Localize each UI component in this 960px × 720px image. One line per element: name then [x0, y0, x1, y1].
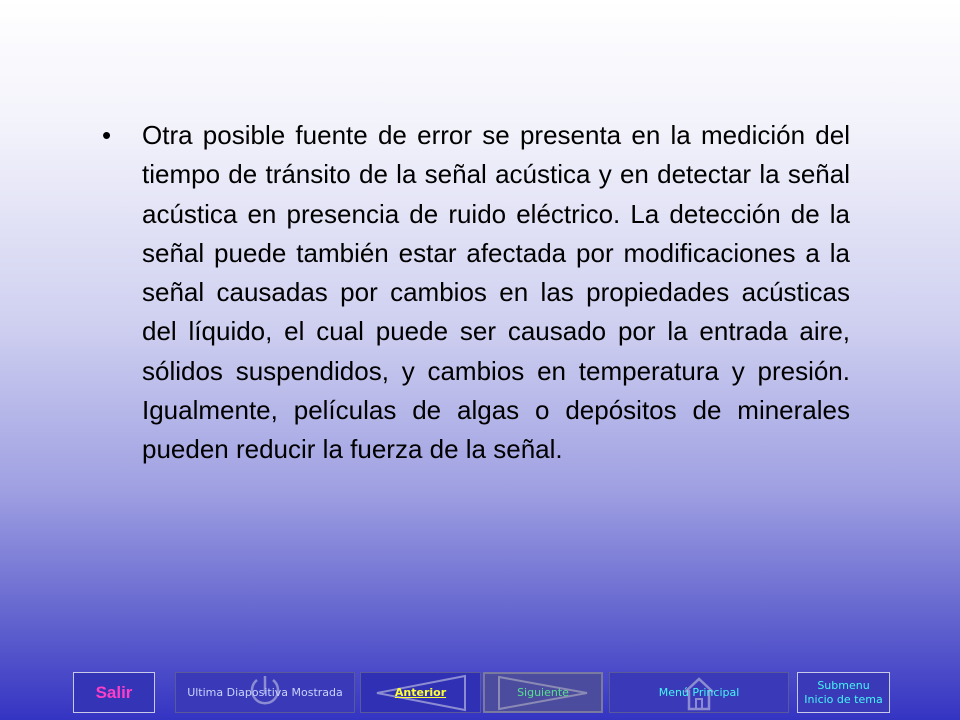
submenu-label: Submenu	[817, 678, 870, 692]
last-viewed-slide-label: Ultima Diapositiva Mostrada	[187, 686, 343, 699]
next-button-label: Siguiente	[517, 686, 569, 699]
submenu-button[interactable]	[797, 672, 890, 713]
exit-button-label: Salir	[95, 682, 133, 702]
exit-button[interactable]	[73, 672, 155, 713]
last-viewed-slide-button[interactable]	[175, 672, 355, 713]
slide-paragraph: Otra posible fuente de error se presenta en la medición del tiempo de tránsito de la señal acústica y en detectar la señal acústica en presencia de ruido eléctrico. La detección de la señal puede también estar afectada por modificaciones a la señal causadas por cambios en las propiedades acústicas del líquido, el cual puede ser causado por la entrada aire, sólidos suspendidos, y cambios en temperatura y presión. Igualmente, películas de algas o depósitos de minerales pueden reducir la fuerza de la señal.	[142, 120, 850, 465]
topic-start-label: Inicio de tema	[804, 692, 883, 706]
main-menu-button[interactable]	[609, 672, 789, 713]
bullet-marker: •	[102, 120, 112, 150]
previous-button[interactable]	[360, 672, 481, 713]
slide-content	[102, 116, 850, 470]
next-button[interactable]	[483, 672, 603, 713]
main-menu-label: Menú Principal	[658, 686, 740, 699]
previous-button-label: Anterior	[394, 686, 447, 699]
